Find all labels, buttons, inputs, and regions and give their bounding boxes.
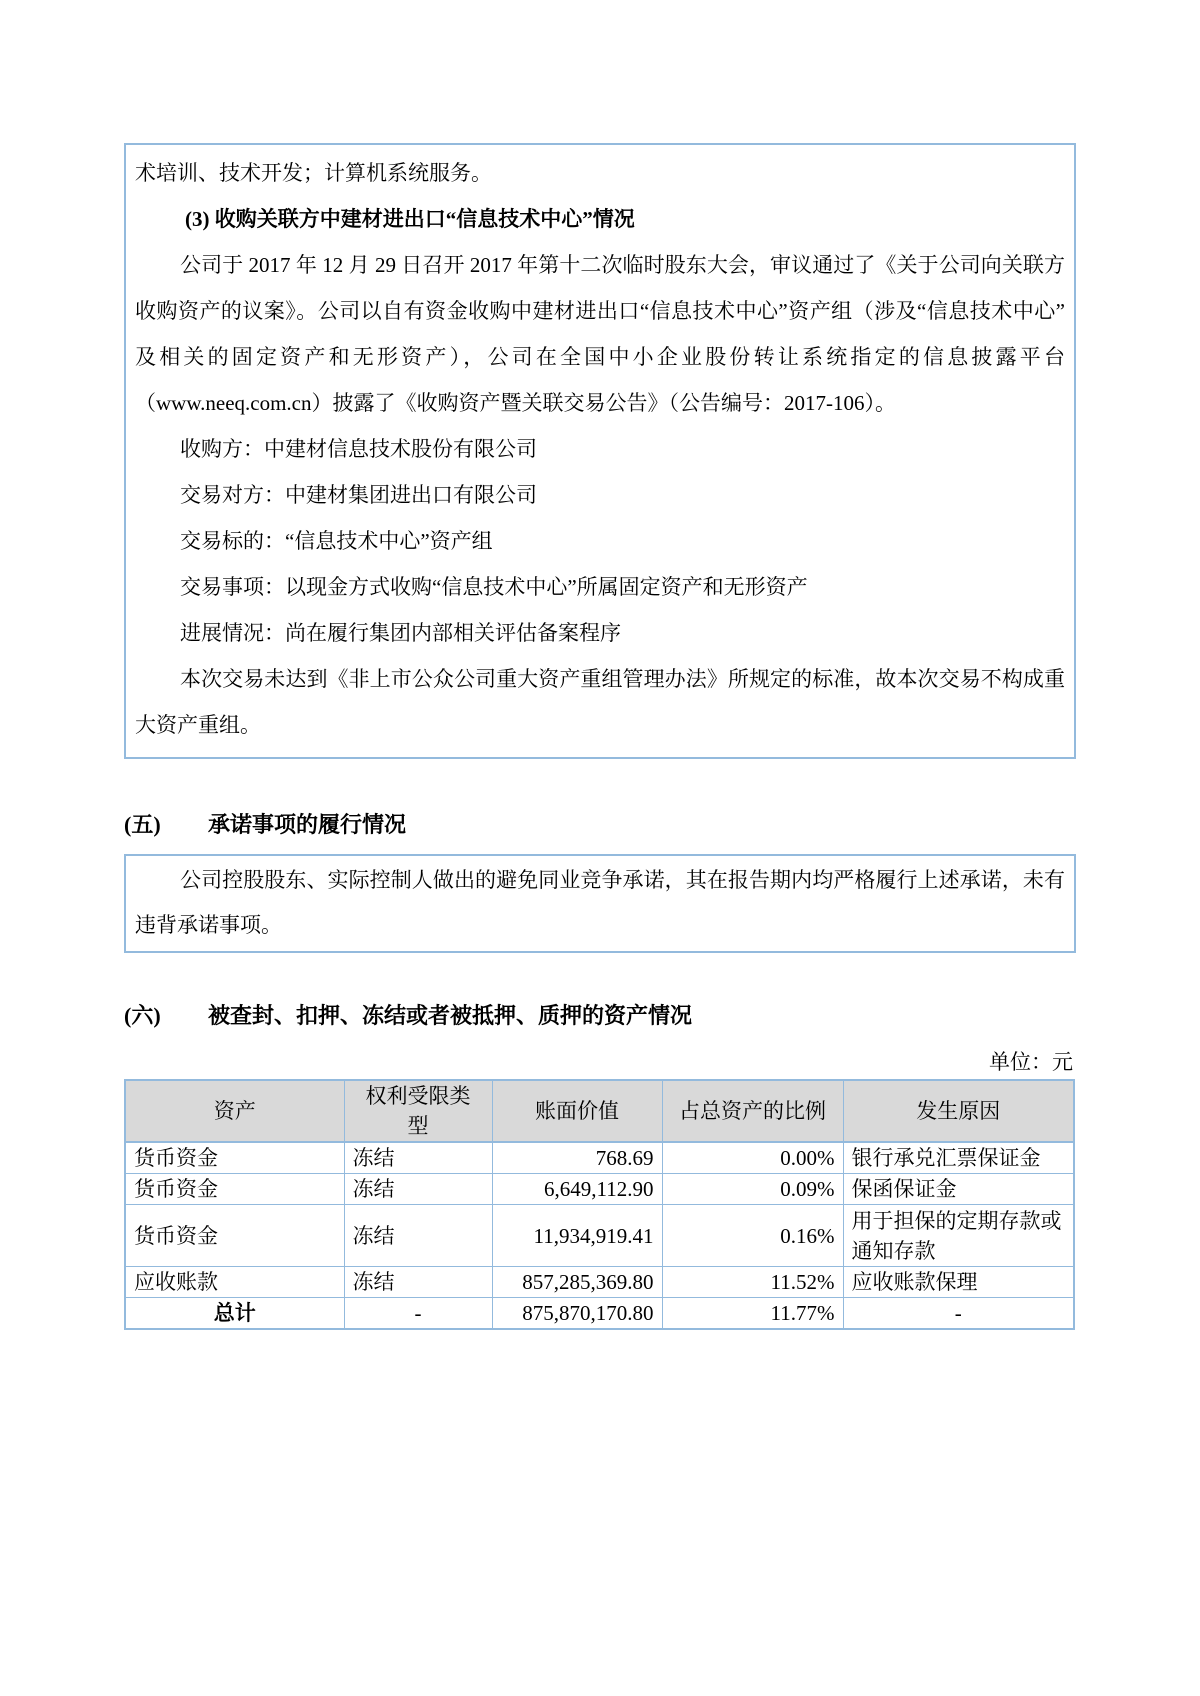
total-label-cell: 总计 [125, 1298, 344, 1330]
ratio-cell: 11.52% [662, 1267, 843, 1298]
table-header-row [125, 1080, 1074, 1142]
type-cell: 冻结 [344, 1174, 492, 1205]
restricted-assets-table [124, 1079, 1075, 1330]
type-cell: 冻结 [344, 1205, 492, 1267]
text-line: 收购资产的议案》。公司以自有资金收购中建材进出口“信息技术中心”资产组（涉及“信息技术中心” [135, 299, 1065, 323]
reason-cell: 银行承兑汇票保证金 [843, 1142, 1074, 1174]
table-row [125, 1174, 1074, 1205]
asset-cell: 应收账款 [125, 1267, 344, 1298]
section-title: 被查封、扣押、冻结或者被抵押、质押的资产情况 [208, 1003, 693, 1028]
value-cell: 875,870,170.80 [492, 1298, 662, 1330]
text-line: （www.neeq.com.cn）披露了《收购资产暨关联交易公告》（公告编号：2017-106）。 [135, 391, 896, 415]
table-header-text: 权利受限类型 [365, 1084, 471, 1138]
table-header-cell: 发生原因 [843, 1080, 1074, 1142]
asset-cell: 货币资金 [125, 1205, 344, 1267]
table-row [125, 1142, 1074, 1174]
type-cell: 冻结 [344, 1267, 492, 1298]
table-total-row [125, 1298, 1074, 1330]
table-row [125, 1205, 1074, 1267]
section-heading-6 [124, 1000, 1076, 1032]
ratio-cell: 11.77% [662, 1298, 843, 1330]
reason-cell: 保函保证金 [843, 1174, 1074, 1205]
section-title: 承诺事项的履行情况 [208, 812, 407, 837]
text-line: 及相关的固定资产和无形资产），公司在全国中小企业股份转让系统指定的信息披露平台 [135, 345, 1065, 369]
section-number: (六) [124, 1003, 161, 1028]
ratio-cell: 0.00% [662, 1142, 843, 1174]
text-line: 公司于 2017 年 12 月 29 日召开 2017 年第十二次临时股东大会，审议通过了《关于公司向关联方 [180, 253, 1065, 277]
text-line: 公司控股股东、实际控制人做出的避免同业竞争承诺，其在报告期内均严格履行上述承诺，未有 [180, 868, 1065, 892]
ratio-cell: 0.16% [662, 1205, 843, 1267]
text-line: 交易标的：“信息技术中心”资产组 [180, 529, 493, 553]
type-cell: - [344, 1298, 492, 1330]
table-header-cell: 账面价值 [492, 1080, 662, 1142]
text-line: 收购方：中建材信息技术股份有限公司 [180, 437, 537, 461]
text-line: 大资产重组。 [135, 713, 261, 737]
table-row [125, 1267, 1074, 1298]
text-line: 本次交易未达到《非上市公众公司重大资产重组管理办法》所规定的标准，故本次交易不构成重 [180, 667, 1065, 691]
value-cell: 857,285,369.80 [492, 1267, 662, 1298]
type-cell: 冻结 [344, 1142, 492, 1174]
reason-cell: - [843, 1298, 1074, 1330]
unit-label: 单位：元 [989, 1050, 1073, 1074]
ratio-cell: 0.09% [662, 1174, 843, 1205]
value-cell: 768.69 [492, 1142, 662, 1174]
subsection-heading: (3) 收购关联方中建材进出口“信息技术中心”情况 [185, 207, 635, 231]
reason-cell: 用于担保的定期存款或通知存款 [843, 1205, 1074, 1267]
text-line: 进展情况：尚在履行集团内部相关评估备案程序 [180, 621, 621, 645]
section-heading-5 [124, 809, 1076, 841]
commitments-box [124, 854, 1076, 953]
asset-cell: 货币资金 [125, 1142, 344, 1174]
table-header-cell: 占总资产的比例 [662, 1080, 843, 1142]
acquisition-info-box [124, 143, 1076, 759]
table-header-cell [344, 1080, 492, 1142]
section-number: (五) [124, 812, 161, 837]
asset-cell: 货币资金 [125, 1174, 344, 1205]
value-cell: 6,649,112.90 [492, 1174, 662, 1205]
text-line: 交易事项：以现金方式收购“信息技术中心”所属固定资产和无形资产 [180, 575, 808, 599]
reason-cell: 应收账款保理 [843, 1267, 1074, 1298]
text-line: 术培训、技术开发；计算机系统服务。 [135, 161, 492, 185]
text-line: 违背承诺事项。 [135, 913, 282, 937]
table-header-cell: 资产 [125, 1080, 344, 1142]
value-cell: 11,934,919.41 [492, 1205, 662, 1267]
text-line: 交易对方：中建材集团进出口有限公司 [180, 483, 537, 507]
